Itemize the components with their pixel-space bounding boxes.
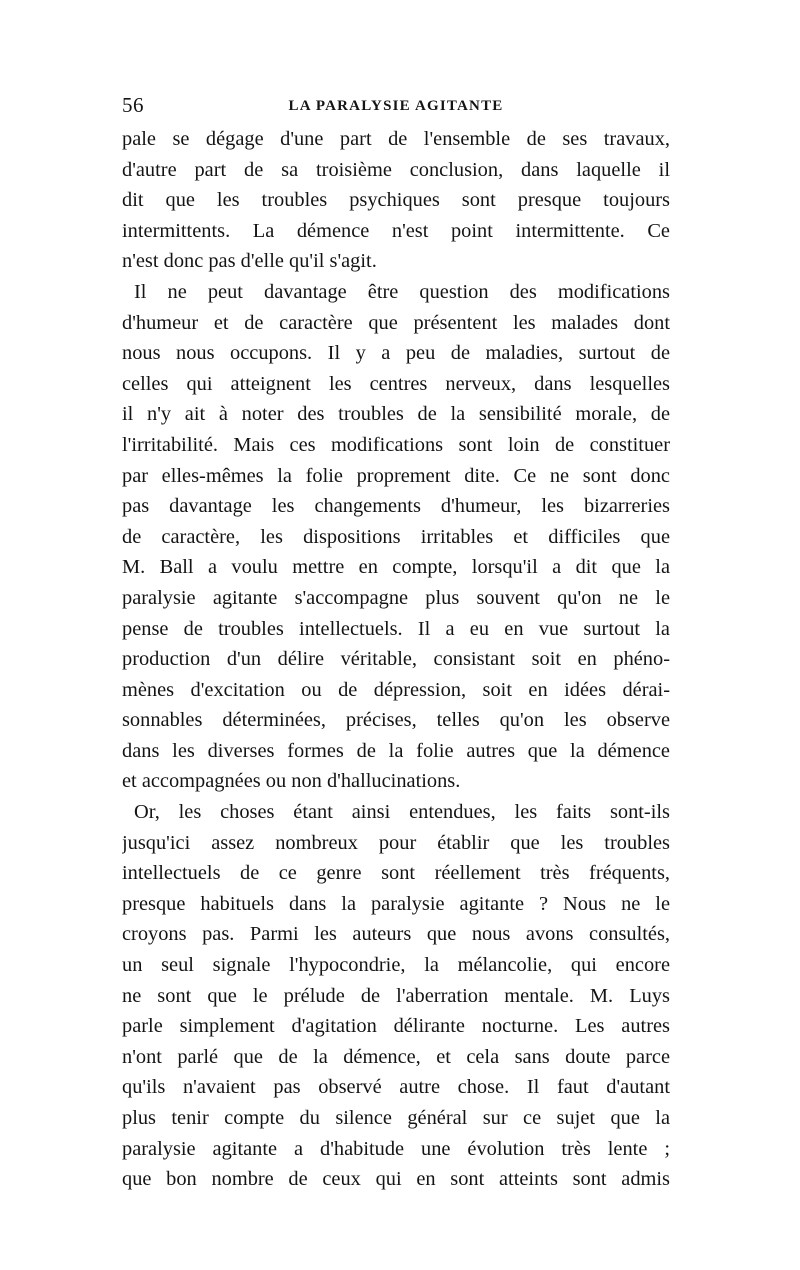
- text-line: d'autre part de sa troisième conclusion, dans laquelle il: [122, 158, 670, 181]
- text-line: Il ne peut davantage être question des modifications: [134, 280, 670, 303]
- text-line: et accompagnées ou non d'hallucinations.: [122, 770, 461, 793]
- text-line: d'humeur et de caractère que présentent les malades dont: [122, 311, 670, 334]
- text-line: mènes d'excitation ou de dépression, soit en idées dérai-: [122, 678, 670, 701]
- text-line: celles qui atteignent les centres nerveux, dans lesquelles: [122, 372, 670, 395]
- running-title: LA PARALYSIE AGITANTE: [288, 98, 504, 114]
- page-number: 56: [122, 93, 144, 117]
- text-line: presque habituels dans la paralysie agitante ? Nous ne le: [122, 892, 670, 915]
- text-line: paralysie agitante s'accompagne plus souvent qu'on ne le: [122, 586, 670, 609]
- text-line: dans les diverses formes de la folie autres que la démence: [122, 739, 670, 762]
- text-line: que bon nombre de ceux qui en sont atteints sont admis: [122, 1168, 670, 1191]
- text-line: intellectuels de ce genre sont réellement très fréquents,: [122, 862, 670, 885]
- body-text: [122, 124, 670, 1195]
- text-line: il n'y ait à noter des troubles de la sensibilité morale, de: [122, 403, 670, 426]
- text-line: croyons pas. Parmi les auteurs que nous avons consultés,: [122, 923, 670, 946]
- text-line: production d'un délire véritable, consistant soit en phéno-: [122, 648, 670, 671]
- text-line: paralysie agitante a d'habitude une évolution très lente ;: [122, 1137, 670, 1160]
- text-line: M. Ball a voulu mettre en compte, lorsqu'il a dit que la: [122, 556, 670, 579]
- text-line: pale se dégage d'une part de l'ensemble de ses travaux,: [122, 128, 670, 150]
- text-line: pas davantage les changements d'humeur, les bizarreries: [122, 495, 670, 518]
- text-line: l'irritabilité. Mais ces modifications sont loin de constituer: [122, 433, 670, 456]
- text-line: pense de troubles intellectuels. Il a eu en vue surtout la: [122, 617, 670, 640]
- text-line: dit que les troubles psychiques sont presque toujours: [122, 189, 670, 212]
- text-line: ne sont que le prélude de l'aberration mentale. M. Luys: [122, 984, 670, 1007]
- text-line: un seul signale l'hypocondrie, la mélancolie, qui encore: [122, 954, 670, 977]
- text-line: de caractère, les dispositions irritables et difficiles que: [122, 525, 670, 548]
- text-line: nous nous occupons. Il y a peu de maladies, surtout de: [122, 342, 670, 365]
- text-line: par elles-mêmes la folie proprement dite. Ce ne sont donc: [122, 464, 670, 487]
- text-line: jusqu'ici assez nombreux pour établir que les troubles: [122, 831, 670, 854]
- text-line: parle simplement d'agitation délirante nocturne. Les autres: [122, 1015, 670, 1038]
- text-line: qu'ils n'avaient pas observé autre chose. Il faut d'autant: [122, 1076, 670, 1099]
- text-line: n'est donc pas d'elle qu'il s'agit.: [122, 250, 377, 273]
- running-head: [122, 91, 670, 119]
- text-line: sonnables déterminées, précises, telles qu'on les observe: [122, 709, 670, 732]
- text-line: Or, les choses étant ainsi entendues, les faits sont-ils: [134, 801, 670, 824]
- text-line: intermittents. La démence n'est point intermittente. Ce: [122, 219, 670, 242]
- text-line: n'ont parlé que de la démence, et cela sans doute parce: [122, 1045, 670, 1068]
- text-line: plus tenir compte du silence général sur ce sujet que la: [122, 1107, 670, 1129]
